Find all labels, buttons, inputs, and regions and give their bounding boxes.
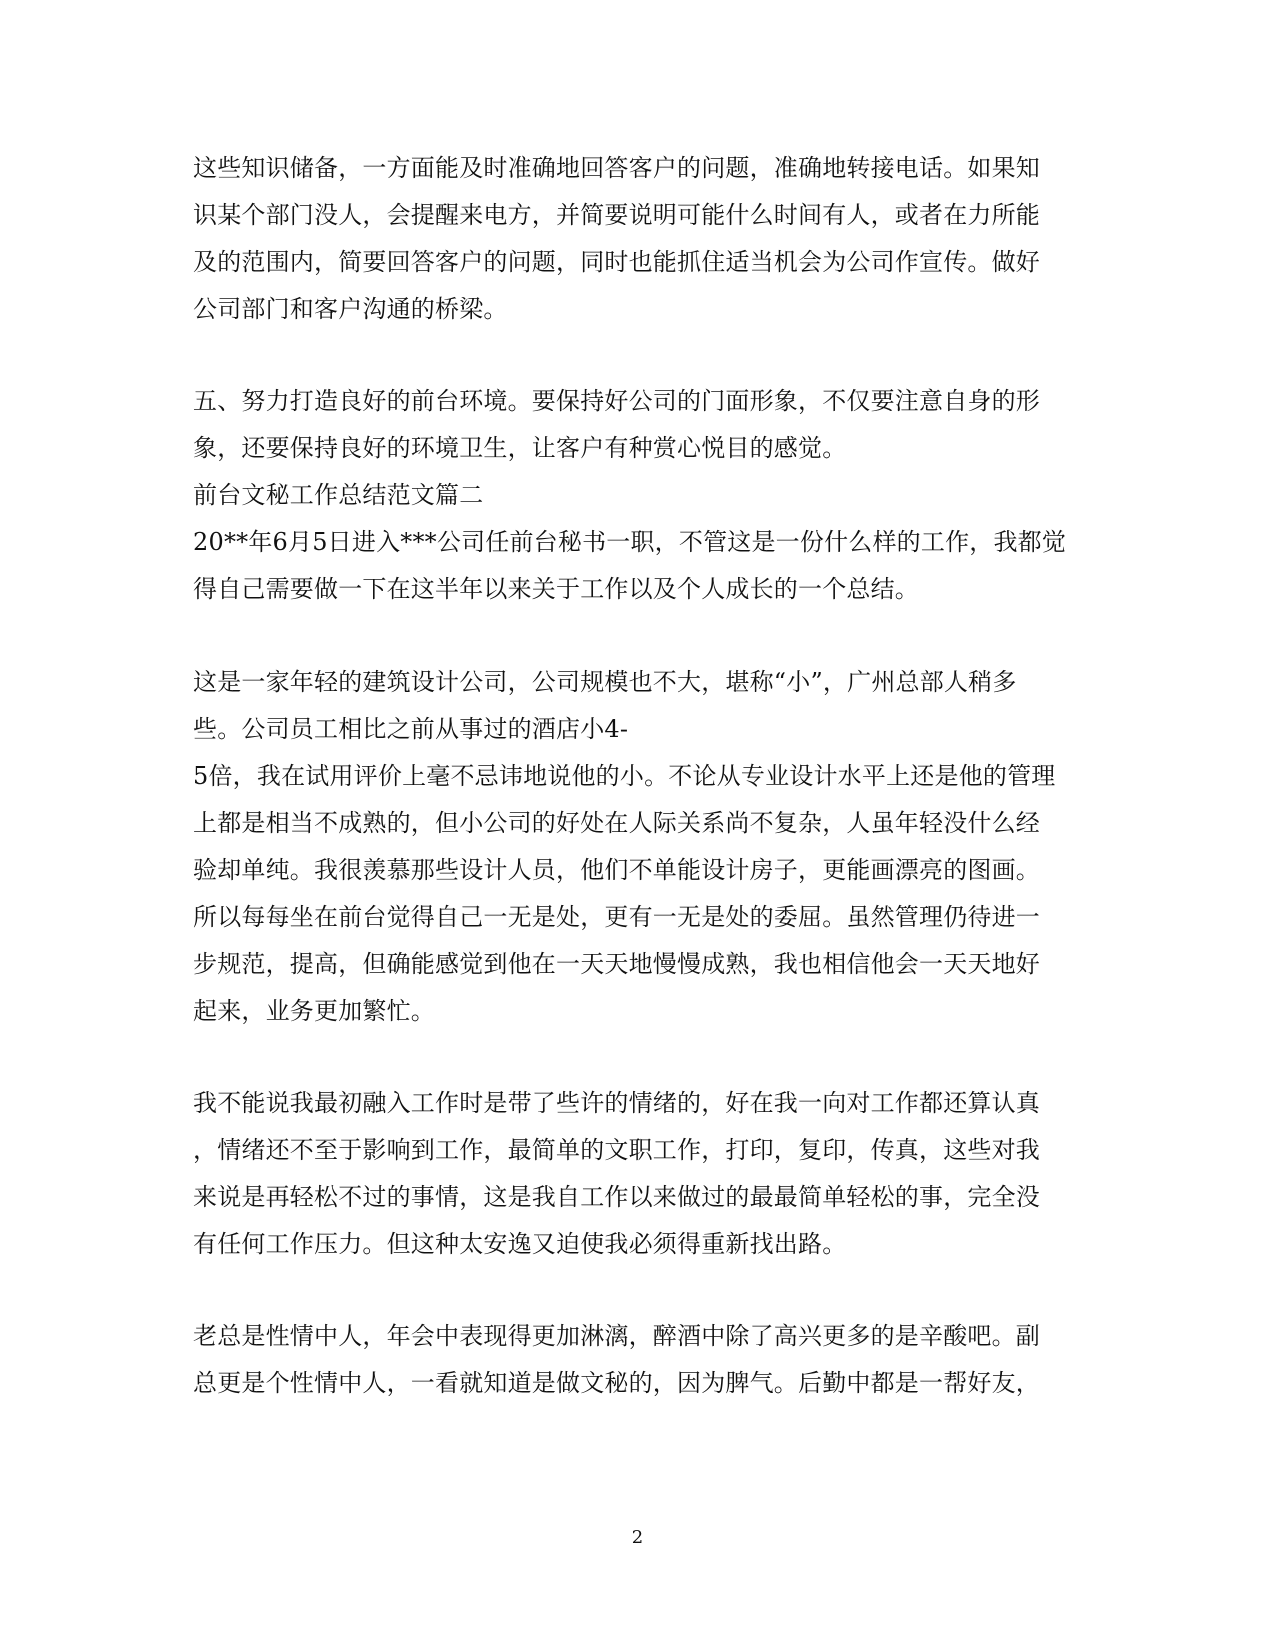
paragraph-2-line-1: 五、努力打造良好的前台环境。要保持好公司的门面形象，不仅要注意自身的形	[193, 387, 1040, 415]
paragraph-1-line-2: 识某个部门没人，会提醒来电方，并简要说明可能什么时间有人，或者在力所能	[193, 201, 1040, 229]
paragraph-4-line-1: 这是一家年轻的建筑设计公司，公司规模也不大，堪称“小”，广州总部人稍多	[193, 668, 1017, 696]
paragraph-4-line-3: 5倍，我在试用评价上毫不忌讳地说他的小。不论从专业设计水平上还是他的管理	[193, 762, 1056, 790]
paragraph-1-line-1: 这些知识储备，一方面能及时准确地回答客户的问题，准确地转接电话。如果知	[193, 154, 1040, 182]
paragraph-2-line-2: 象，还要保持良好的环境卫生，让客户有种赏心悦目的感觉。	[193, 434, 847, 462]
paragraph-1-line-4: 公司部门和客户沟通的桥梁。	[193, 295, 508, 323]
section-title: 前台文秘工作总结范文篇二	[193, 481, 484, 509]
paragraph-3-line-1: 20**年6月5日进入***公司任前台秘书一职，不管这是一份什么样的工作，我都觉	[193, 528, 1067, 556]
paragraph-5-line-3: 来说是再轻松不过的事情，这是我自工作以来做过的最最简单轻松的事，完全没	[193, 1183, 1040, 1211]
paragraph-4-line-6: 所以每每坐在前台觉得自己一无是处，更有一无是处的委屈。虽然管理仍待进一	[193, 903, 1040, 931]
paragraph-5-line-1: 我不能说我最初融入工作时是带了些许的情绪的，好在我一向对工作都还算认真	[193, 1089, 1040, 1117]
paragraph-5-line-2: ，情绪还不至于影响到工作，最简单的文职工作，打印，复印，传真，这些对我	[193, 1136, 1040, 1164]
paragraph-4-line-7: 步规范，提高，但确能感觉到他在一天天地慢慢成熟，我也相信他会一天天地好	[193, 950, 1040, 978]
page-number: 2	[631, 1527, 644, 1548]
paragraph-6-line-1: 老总是性情中人，年会中表现得更加淋漓，醉酒中除了高兴更多的是辛酸吧。副	[193, 1322, 1040, 1350]
paragraph-6-line-2: 总更是个性情中人，一看就知道是做文秘的，因为脾气。后勤中都是一帮好友，	[193, 1369, 1040, 1397]
paragraph-5-line-4: 有任何工作压力。但这种太安逸又迫使我必须得重新找出路。	[193, 1230, 847, 1258]
paragraph-4-line-5: 验却单纯。我很羡慕那些设计人员，他们不单能设计房子，更能画漂亮的图画。	[193, 856, 1040, 884]
paragraph-4-line-4: 上都是相当不成熟的，但小公司的好处在人际关系尚不复杂，人虽年轻没什么经	[193, 809, 1040, 837]
paragraph-4-line-8: 起来，业务更加繁忙。	[193, 997, 435, 1025]
paragraph-3-line-2: 得自己需要做一下在这半年以来关于工作以及个人成长的一个总结。	[193, 575, 919, 603]
paragraph-1-line-3: 及的范围内，简要回答客户的问题，同时也能抓住适当机会为公司作宣传。做好	[193, 248, 1040, 276]
paragraph-4-line-2: 些。公司员工相比之前从事过的酒店小4-	[193, 715, 629, 743]
